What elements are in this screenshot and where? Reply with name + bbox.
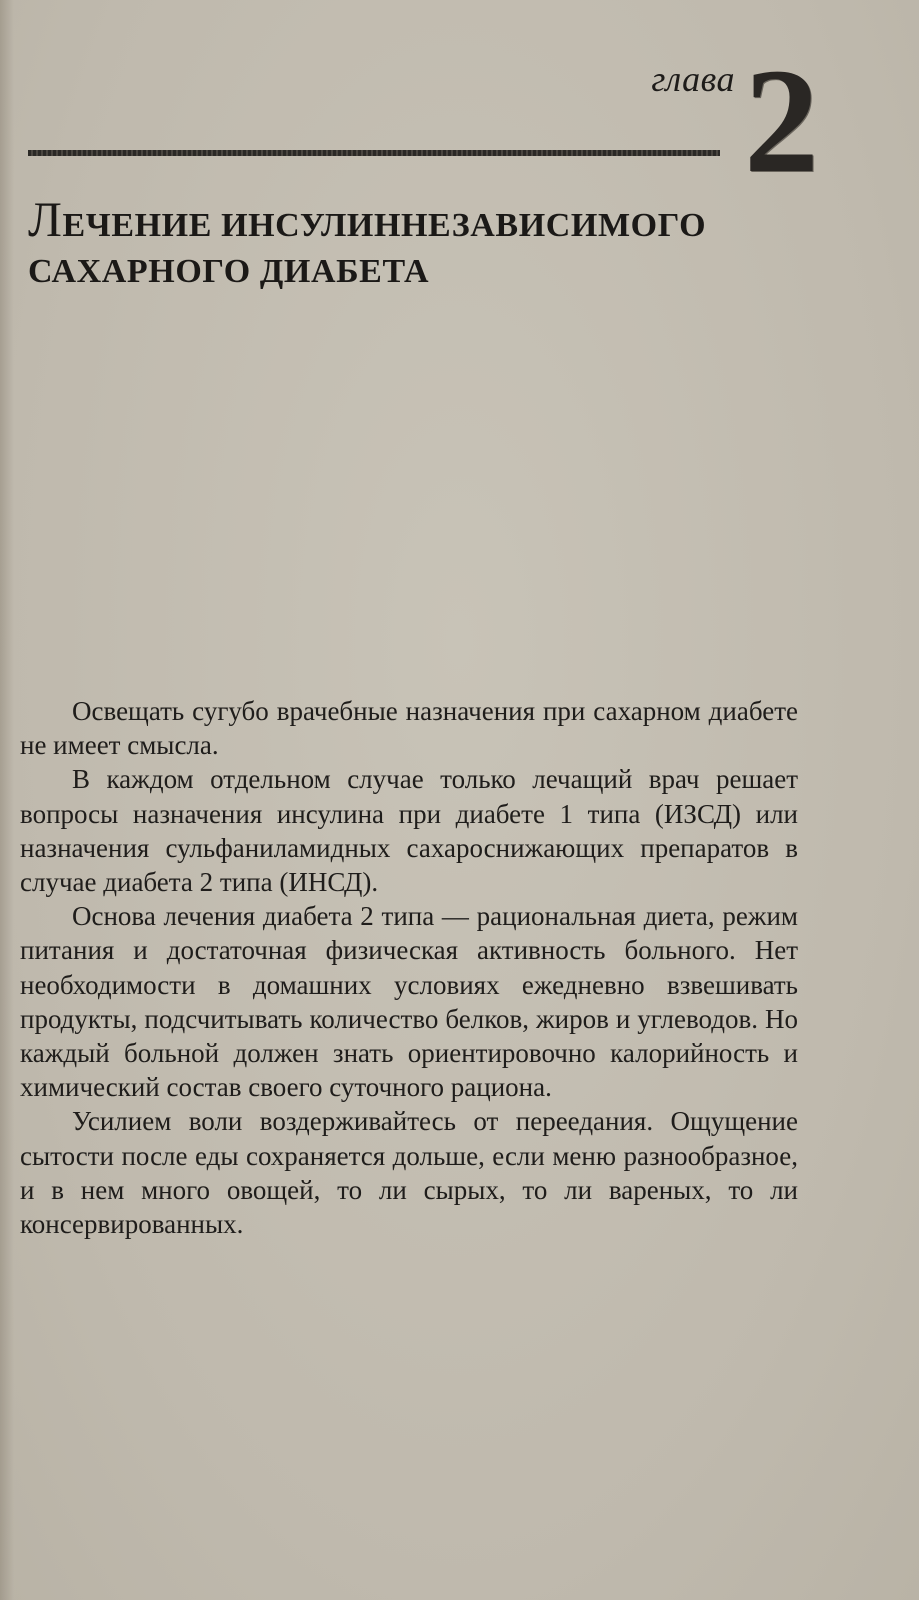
paragraph: Усилием воли воздерживайтесь от переедания. Ощущение сытости после еды сохраняется дольше, если меню разнообразное, и в нем много овощей, то ли сырых, то ли вареных, то ли консервированных. (20, 1106, 798, 1240)
chapter-title-line-1-text: ЕЧЕНИЕ ИНСУЛИННЕЗАВИСИМОГО (62, 207, 707, 244)
body-text (20, 694, 798, 1241)
chapter-rule (28, 150, 720, 156)
chapter-title (28, 191, 828, 295)
paragraph: Основа лечения диабета 2 типа — рациональная диета, режим питания и достаточная физическая активность больного. Нет необходимости в домашних условиях ежедневно взвешивать продукты, подсчитывать количество белков, жиров и углеводов. Но каждый больной должен знать ориентировочно калорийность и химический состав своего суточного рациона. (20, 901, 798, 1103)
chapter-label: глава (651, 59, 735, 99)
chapter-number: 2 (744, 38, 819, 204)
paragraph: Освещать сугубо врачебные назначения при сахарном диабете не имеет смысла. (20, 696, 798, 761)
chapter-title-line-2: САХАРНОГО ДИАБЕТА (28, 253, 430, 290)
paragraph: В каждом отдельном случае только лечащий врач решает вопросы назначения инсулина при диабете 1 типа (ИЗСД) или назначения сульфаниламидных сахароснижающих препаратов в случае диабета 2 типа (ИНСД). (20, 764, 798, 898)
chapter-title-line-1 (28, 191, 828, 249)
chapter-title-initial: Л (28, 191, 63, 247)
